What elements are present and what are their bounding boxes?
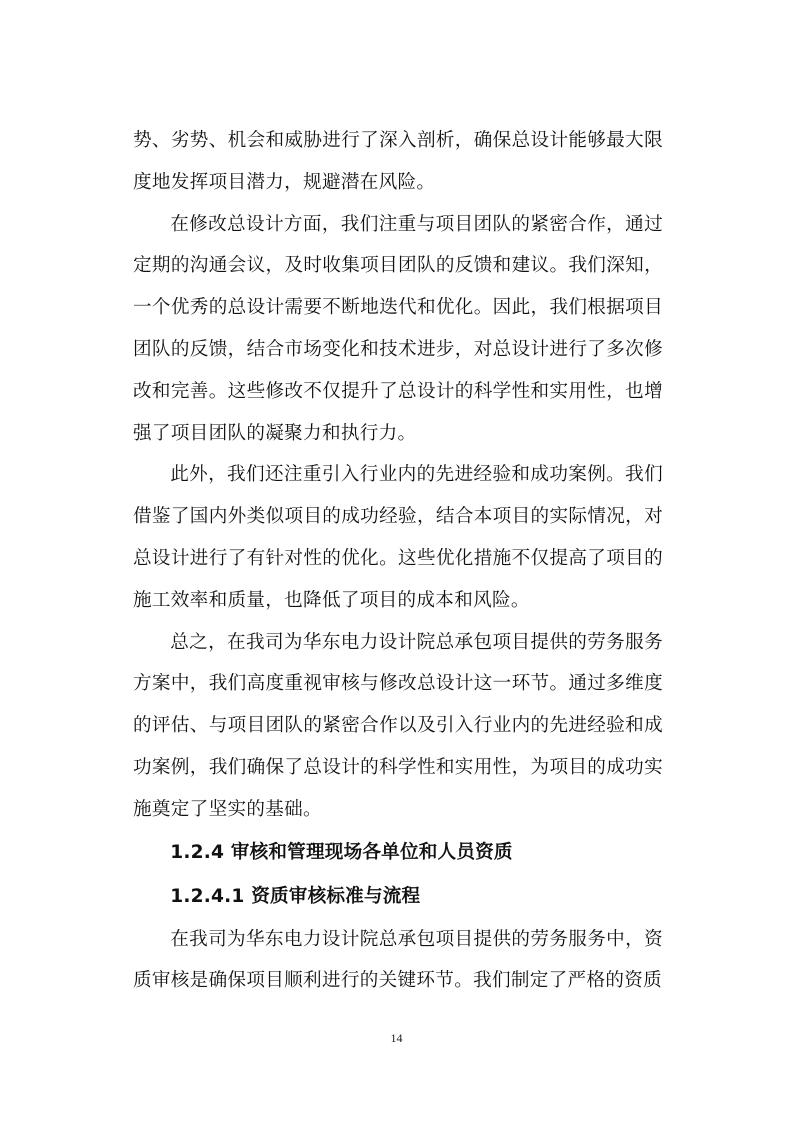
paragraph-industry-experience: 此外，我们还注重引入行业内的先进经验和成功案例。我们借鉴了国内外类似项目的成功经验，结合本项目的实际情况，对总设计进行了有针对性的优化。这些优化措施不仅提高了项目的施工效率和质量，也降低了项目的成本和风险。 bbox=[133, 464, 663, 611]
paragraph-continuation: 势、劣势、机会和威胁进行了深入剖析，确保总设计能够最大限度地发挥项目潜力，规避潜在风险。 bbox=[133, 130, 663, 193]
paragraph-qualification-review: 在我司为华东电力设计院总承包项目提供的劳务服务中，资质审核是确保项目顺利进行的关键环节。我们制定了严格的资质 bbox=[133, 928, 663, 992]
section-heading: 1.2.4 审核和管理现场各单位和人员资质 bbox=[170, 841, 513, 863]
page-number: 14 bbox=[390, 1031, 403, 1045]
paragraph-summary: 总之，在我司为华东电力设计院总承包项目提供的劳务服务方案中，我们高度重视审核与修改总设计这一环节。通过多维度的评估、与项目团队的紧密合作以及引入行业内的先进经验和成功案例，我们确保了总设计的科学性和实用性，为项目的成功实施奠定了坚实的基础。 bbox=[133, 631, 663, 820]
page-body bbox=[133, 120, 663, 1002]
paragraph-design-revision: 在修改总设计方面，我们注重与项目团队的紧密合作，通过定期的沟通会议，及时收集项目团队的反馈和建议。我们深知，一个优秀的总设计需要不断地迭代和优化。因此，我们根据项目团队的反馈，结合市场变化和技术进步，对总设计进行了多次修改和完善。这些修改不仅提升了总设计的科学性和实用性，也增强了项目团队的凝聚力和执行力。 bbox=[133, 213, 663, 444]
subsection-heading: 1.2.4.1 资质审核标准与流程 bbox=[170, 885, 421, 907]
